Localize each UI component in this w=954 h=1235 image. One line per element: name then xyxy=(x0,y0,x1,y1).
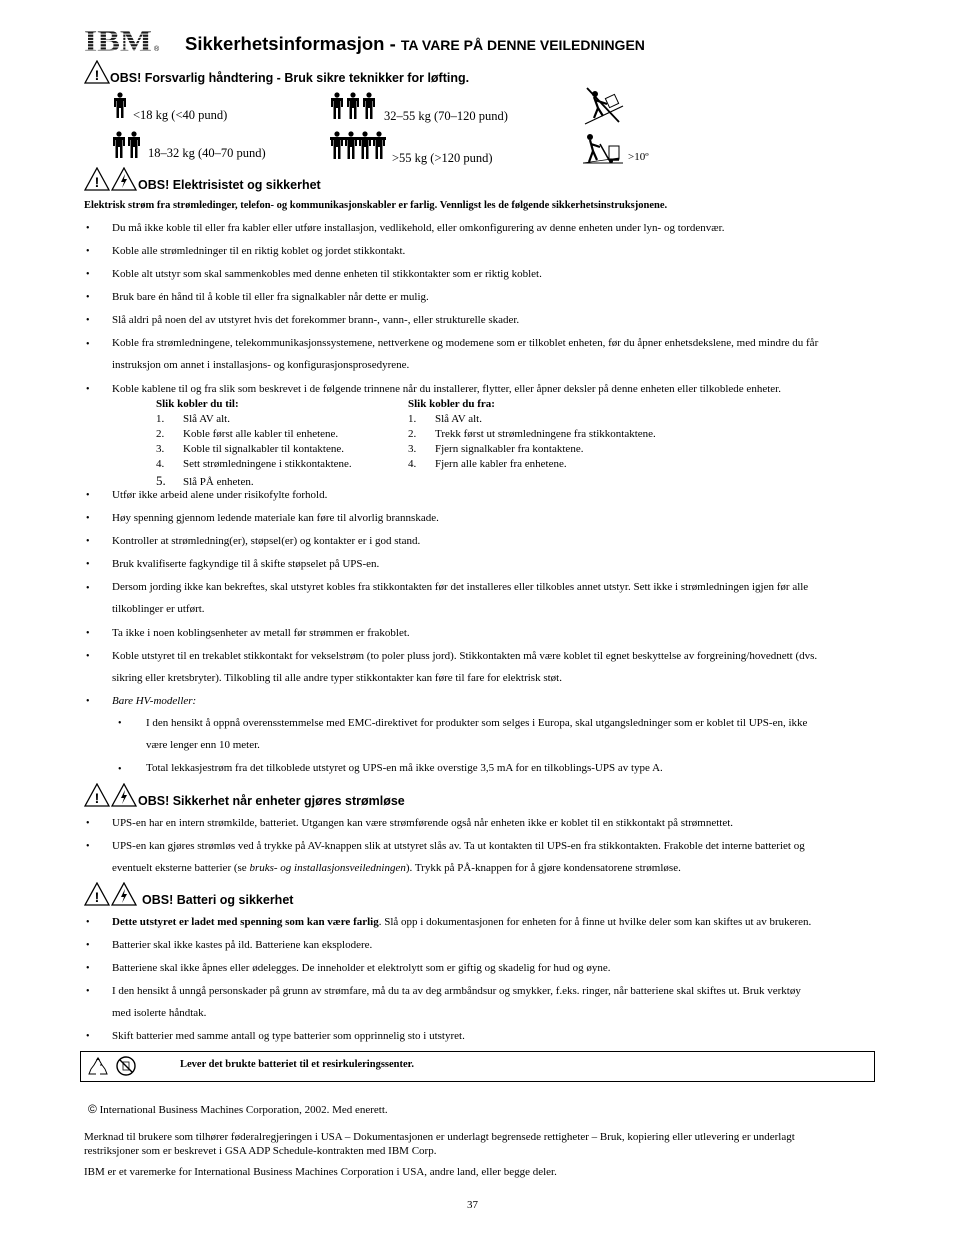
hv-item-1-line-2: være lenger enn 10 meter. xyxy=(146,739,260,751)
list-item: Bruk kvalifiserte fagkyndige til å skifte støpselet på UPS-en. xyxy=(112,558,380,570)
recycle-notice-text: Lever det brukte batteriet til et resirkuleringssenter. xyxy=(180,1059,414,1070)
bullet: • xyxy=(118,718,122,729)
battery-heading: OBS! Batteri og sikkerhet xyxy=(142,893,294,907)
bullet: • xyxy=(86,818,90,829)
electrical-item-13: Ta ikke i noen koblingsenheter av metall før strømmen er frakoblet. xyxy=(112,627,410,639)
bullet: • xyxy=(86,269,90,280)
battery-item-5: Skift batterier med samme antall og type batterier som opprinnelig sto i utstyret. xyxy=(112,1030,465,1042)
disconnect-step: 3. Fjern signalkabler fra kontaktene. xyxy=(408,443,584,455)
battery-item-1: Dette utstyret er ladet med spenning som kan være farlig. Slå opp i dokumentasjonen for enheten for å finne ut hvilke deler som kan skiftes ut av brukeren. xyxy=(112,916,812,928)
bullet: • xyxy=(86,963,90,974)
bullet: • xyxy=(86,940,90,951)
list-item: Utfør ikke arbeid alene under risikofylte forhold. xyxy=(112,489,328,501)
recycle-icon xyxy=(87,1056,109,1078)
connect-step: 5. Slå PÅ enheten. xyxy=(156,473,254,488)
deenergize-item-1: UPS-en har en intern strømkilde, batteriet. Utgangen kan være strømførende også når enheten ikke er koblet til en stikkontakt på strømnettet. xyxy=(112,817,734,829)
electrical-item-6-line-2: instruksjon om annet i installasjons- og konfigurasjonsprosedyrene. xyxy=(112,359,410,371)
hv-models-label: Bare HV-modeller: xyxy=(112,695,197,707)
disconnect-title: Slik kobler du fra: xyxy=(408,398,495,410)
trademark-notice: IBM er et varemerke for International Business Machines Corporation i USA, andre land, eller begge deler. xyxy=(84,1166,557,1178)
list-item: Koble alt utstyr som skal sammenkobles med denne enheten til stikkontakter som er riktig koblet. xyxy=(112,268,542,280)
hv-item-2: Total lekkasjestrøm fra det tilkoblede utstyret og UPS-en må ikke overstige 3,5 mA for en tilkoblings-UPS av type A. xyxy=(146,762,663,774)
bullet: • xyxy=(86,583,90,594)
electrical-item-7: Koble kablene til og fra slik som beskrevet i de følgende trinnene når du installerer, flytter, eller åpner deksler på denne enheten eller tilkoblede enheter. xyxy=(112,383,781,395)
bullet: • xyxy=(86,651,90,662)
deenergize-item-2-line-2: eventuelt eksterne batterier (se bruks- og installasjonsveiledningen). Trykk på PÅ-knappen for å gjøre kondensatorene strømløse. xyxy=(112,862,681,874)
two-person-lift-icon xyxy=(112,131,142,161)
disconnect-step: 1. Slå AV alt. xyxy=(408,413,482,425)
list-item: Bruk bare én hånd til å koble til eller fra signalkabler når dette er mulig. xyxy=(112,291,429,303)
svg-text:IBM: IBM xyxy=(84,25,152,57)
bullet: • xyxy=(86,292,90,303)
electrical-intro: Elektrisk strøm fra strømledinger, telefon- og kommunikasjonskabler er farlig. Vennligst les de følgende sikkerhetsinstruksjonene. xyxy=(84,200,668,211)
warning-triangle-icon xyxy=(84,783,110,807)
bullet: • xyxy=(86,513,90,524)
battery-item-4-line-2: med isolerte håndtak. xyxy=(112,1007,207,1019)
government-notice-line-2: restriksjoner som er beskrevet i GSA ADP Schedule-kontrakten med IBM Corp. xyxy=(84,1145,437,1157)
battery-item-3: Batteriene skal ikke åpnes eller ødelegges. De inneholder et elektrolytt som er giftig og skadelig for hud og øyne. xyxy=(112,962,611,974)
list-item: Koble alle strømledninger til en riktig koblet og jordet stikkontakt. xyxy=(112,245,406,257)
recycle-notice-box xyxy=(80,1051,875,1082)
bullet: • xyxy=(86,490,90,501)
warning-triangle-icon xyxy=(84,882,110,906)
weight-label-4: >55 kg (>120 pund) xyxy=(392,151,493,165)
electrical-hazard-icon xyxy=(111,882,137,906)
no-ramp-push-icon xyxy=(583,86,625,126)
disconnect-steps xyxy=(408,397,728,472)
electrical-item-14-line-2: sikring eller kretsbryter). Tilkobling til alle andre typer stikkontakter kan føre til fare for elektrisk støt. xyxy=(112,672,562,684)
bullet: • xyxy=(86,986,90,997)
weight-label-1: <18 kg (<40 pund) xyxy=(133,108,228,122)
svg-text:!: ! xyxy=(94,174,100,190)
list-item: Kontroller at strømledning(er), støpsel(er) og kontakter er i god stand. xyxy=(112,535,421,547)
disconnect-step: 4. Fjern alle kabler fra enhetene. xyxy=(408,458,567,470)
no-disposal-icon xyxy=(115,1055,137,1079)
connect-step: 2. Koble først alle kabler til enhetene. xyxy=(156,428,339,440)
angle-label: >10º xyxy=(628,151,649,163)
warning-triangle-icon xyxy=(84,167,110,191)
ibm-logo-icon xyxy=(84,25,154,57)
page-title-main: Sikkerhetsinformasjon - xyxy=(185,33,401,54)
page-number: 37 xyxy=(467,1199,478,1211)
warning-triangle-icon xyxy=(84,60,110,84)
electrical-item-12-line-1: Dersom jording ikke kan bekreftes, skal utstyret kobles fra stikkontakten før det installeres eller tilkobles annet utstyr. Sett ikke i strømledningen igjen før alle xyxy=(112,581,809,593)
bullet: • xyxy=(86,628,90,639)
page-title-sub: TA VARE PÅ DENNE VEILEDNINGEN xyxy=(400,37,645,53)
hv-item-1-line-1: I den hensikt å oppnå overensstemmelse med EMC-direktivet for produkter som selges i Europa, skal utgangsledninger som er koblet til UPS-en, ikke xyxy=(146,717,808,729)
deenergize-item-2-line-1: UPS-en kan gjøres strømløs ved å trykke på AV-knappen slik at utstyret slås av. Ta ut kontakten til UPS-en fra stikkontakten. Frakoble det interne batteriet og xyxy=(112,840,805,852)
hand-truck-icon xyxy=(583,132,625,164)
lifting-heading: OBS! Forsvarlig håndtering - Bruk sikre teknikker for løfting. xyxy=(110,71,470,85)
bullet: • xyxy=(86,315,90,326)
connect-steps xyxy=(156,397,396,490)
connect-step: 4. Sett strømledningene i stikkontaktene. xyxy=(156,458,352,470)
electrical-item-14-line-1: Koble utstyret til en trekablet stikkontakt for vekselstrøm (to poler pluss jord). Stikkontakten må være koblet til egnet beskyttelse av forgreining/hovednett (dvs. xyxy=(112,650,818,662)
battery-item-2: Batterier skal ikke kastes på ild. Batteriene kan eksplodere. xyxy=(112,939,373,951)
bullet: • xyxy=(118,764,122,775)
list-item: Du må ikke koble til eller fra kabler eller utføre installasjon, vedlikehold, eller omkonfigurering av denne enheten under lyn- og tordenvær. xyxy=(112,222,725,234)
list-item: Høy spenning gjennom ledende materiale kan føre til alvorlig brannskade. xyxy=(112,512,439,524)
disconnect-step: 2. Trekk først ut strømledningene fra stikkontaktene. xyxy=(408,428,656,440)
page-title xyxy=(185,33,645,55)
manual-title: bruks- og installasjonsveiledningen xyxy=(249,862,406,874)
bullet: • xyxy=(86,559,90,570)
svg-text:!: ! xyxy=(94,790,100,806)
copyright: © International Business Machines Corporation, 2002. Med enerett. xyxy=(88,1102,388,1116)
battery-item-4-line-1: I den hensikt å unngå personskader på grunn av strømfare, må du ta av deg armbåndsur og smykker, f.eks. ringer, når batteriene skal skiftes ut. Bruk verktøy xyxy=(112,985,801,997)
bullet: • xyxy=(86,384,90,395)
deenergize-heading: OBS! Sikkerhet når enheter gjøres strømløse xyxy=(138,794,405,808)
bullet: • xyxy=(86,917,90,928)
bullet: • xyxy=(86,536,90,547)
four-person-lift-icon xyxy=(330,131,386,163)
weight-label-2: 18–32 kg (40–70 pund) xyxy=(148,146,266,160)
svg-text:!: ! xyxy=(94,889,100,905)
three-person-lift-icon xyxy=(330,92,378,122)
connect-step: 1. Slå AV alt. xyxy=(156,413,230,425)
registered-mark: ® xyxy=(154,46,160,53)
electrical-hazard-icon xyxy=(111,167,137,191)
weight-label-3: 32–55 kg (70–120 pund) xyxy=(384,109,508,123)
electrical-item-6-line-1: Koble fra strømledningene, telekommunikasjonssystemene, nettverkene og modemene som er tilkoblet enheten, før du åpner enhetsdekslene, med mindre du får xyxy=(112,337,819,349)
svg-text:!: ! xyxy=(94,67,100,83)
list-item: Slå aldri på noen del av utstyret hvis det forekommer brann-, vann-, eller strukturelle skader. xyxy=(112,314,520,326)
government-notice-line-1: Merknad til brukere som tilhører føderalregjeringen i USA – Dokumentasjonen er underlagt begrensede rettigheter – Bruk, kopiering eller utlevering er underlagt xyxy=(84,1131,795,1143)
ibm-logo xyxy=(84,25,154,57)
bullet: • xyxy=(86,339,90,350)
copyright-symbol: © xyxy=(88,1102,97,1116)
bullet: • xyxy=(86,246,90,257)
connect-title: Slik kobler du til: xyxy=(156,398,239,410)
electrical-hazard-icon xyxy=(111,783,137,807)
bullet: • xyxy=(86,1031,90,1042)
one-person-lift-icon xyxy=(113,92,127,120)
connect-step: 3. Koble til signalkabler til kontaktene. xyxy=(156,443,344,455)
bullet: • xyxy=(86,841,90,852)
electrical-item-12-line-2: tilkoblinger er utført. xyxy=(112,603,205,615)
bullet: • xyxy=(86,223,90,234)
electrical-heading: OBS! Elektrisistet og sikkerhet xyxy=(138,178,321,192)
bullet: • xyxy=(86,696,90,707)
